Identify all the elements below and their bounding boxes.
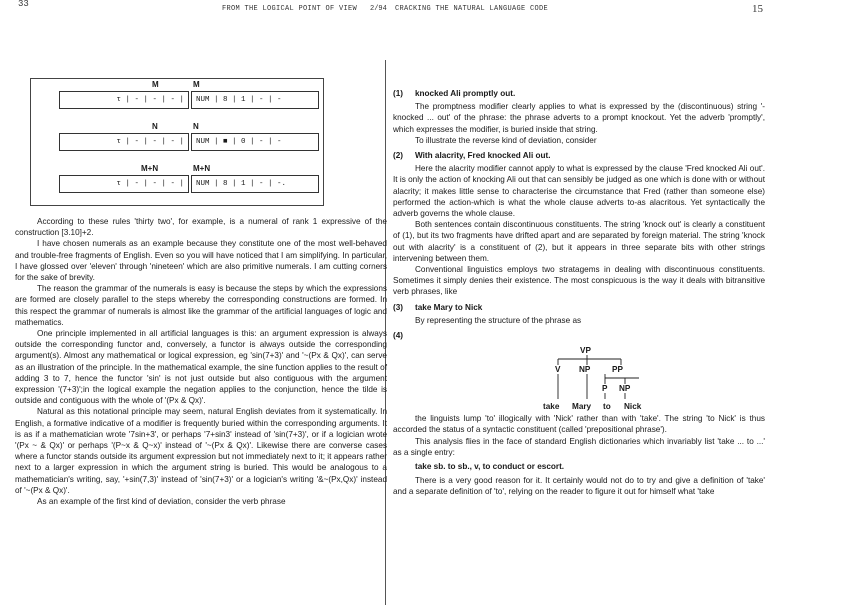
figure-right-label: M+N [193, 164, 211, 173]
phrase-structure-tree [393, 343, 765, 413]
tree-node-v: V [555, 365, 561, 375]
corner-mark: 33 [18, 0, 29, 9]
paragraph: To illustrate the reverse kind of deviation, consider [415, 135, 597, 145]
example-number: (1) [393, 89, 404, 98]
figure-left-label: N [152, 122, 158, 131]
example-number: (4) [393, 331, 404, 341]
figure-right-box: NUM | 8 | 1 | - | -. [191, 175, 319, 193]
figure-left-label: M [152, 80, 159, 89]
right-column [393, 84, 765, 498]
tree-word: Mary [572, 402, 592, 412]
tree-node-np2: NP [619, 384, 631, 394]
example-number: (3) [393, 302, 404, 312]
figure-left-box: τ | - | - | - | [59, 175, 189, 193]
paragraph: According to these rules 'thirty two', for example, is a numeral of rank 1 expressive of the construction [3.10]+2. [15, 217, 387, 238]
paragraph: the linguists lump 'to' illogically with 'Nick' rather than with 'take'. The string 'to Nick' is thus accorded the status of a syntactic constituent (called 'prepositional phrase'). [393, 414, 765, 435]
paragraph: As an example of the first kind of deviation, consider the verb phrase [37, 497, 286, 507]
paragraph: Natural as this notational principle may seem, natural English deviates from it systematically. In English, a formative indicative of a modifier is frequently buried within the corresponding arguments. It is as if a mathematician wrote '7sin+3', or perhaps '7+sin3' instead of 'sin(7+3)', or if a logician wrote '(Px ~ & Qx)' or perhaps '(P~x & Q~x)' instead of '~(Px & Qx)'. Likewise there are converse cases where a functor stands outside its argument expression but not immediately next to it; it appears rather next to a larger expression in which the argument string is buried. This would be analogous to a mathematician's writing, say, '+sin(7,3)' instead of 'sin(7+3)' or a logician's writing '&~(Px,Qx)' instead of '~(Px & Qx)'. [15, 407, 387, 495]
figure-right-box: NUM | ■ | 0 | - | - [191, 133, 319, 151]
figure-row [31, 121, 323, 161]
paragraph: The reason the grammar of the numerals is easy is because the steps by which the expressions are formed are closely parallel to the steps whereby the corresponding constructions are formed. In this respect the grammar of numerals is almost like the grammar of the artificial languages of logic and mathematics. [15, 284, 387, 327]
paragraph: By representing the structure of the phrase as [415, 315, 582, 325]
figure-left-box: τ | - | - | - | [59, 91, 189, 109]
paragraph: Conventional linguistics employs two stratagems in dealing with discontinuous constituents. Sometimes it simply denies their existence. The most conspicuous is the way it deals with bitransitive verb phrases, like [393, 265, 765, 297]
paragraph: Here the alacrity modifier cannot apply to what is expressed by the clause 'Fred knocked Ali out'. It is only the action of knocking Ali out that can sensibly be judged as one which is done with or without alacrity; it makes little sense to characterise the circumstance that Fred (rather than someone else) performed the action-which is what the whole clause adverts to-as alacritous. Yet syntactically the adverb governs the whole clause. [393, 164, 765, 219]
header-right-title: CRACKING THE NATURAL LANGUAGE CODE [395, 5, 549, 13]
example-heading [393, 88, 765, 99]
example-heading [393, 150, 765, 161]
header-left-title: FROM THE LOGICAL POINT OF VIEW [222, 5, 358, 13]
example-text: take Mary to Nick [415, 302, 483, 312]
figure-right-box: NUM | 8 | 1 | - | - [191, 91, 319, 109]
tree-node-p: P [602, 384, 608, 394]
tree-word: take [543, 402, 560, 412]
paragraph: Both sentences contain discontinuous constituents. The string 'knock out' is clearly a constituent of (1), but its two fragments have drifted apart and are separated by foreign material. The string 'knock out with alacrity' is a constituent of (2), but it appears in three separate bits with other strings intervening between them. [393, 220, 765, 263]
header-issue: 2/94 [370, 5, 387, 13]
figure-right-label: M [193, 80, 200, 89]
figure-left-box: τ | - | - | - | [59, 133, 189, 151]
paragraph: The promptness modifier clearly applies to what is expressed by the (discontinuous) string '- knocked ... out' of the phrase: the phrase adverts to a prompt knockout. Yet the adverb 'promptly', which expresses the modifier, is buried inside that string. [393, 102, 765, 134]
left-column [15, 216, 387, 507]
paragraph: This analysis flies in the face of standard English dictionaries which invariably list 'take ... to ...' as a single entry: [393, 436, 765, 457]
paragraph: There is a very good reason for it. It certainly would not do to try and give a definition of 'take' and a separate definition of 'to', relying on the reader to figure it out for himself what 'take [393, 476, 765, 497]
example-number: (2) [393, 151, 404, 161]
example-heading [393, 330, 765, 341]
figure-right-label: N [193, 122, 199, 131]
tree-word: Nick [624, 402, 642, 412]
dictionary-entry: take sb. to sb., v, to conduct or escort. [415, 462, 565, 472]
example-text: With alacrity, Fred knocked Ali out. [415, 151, 551, 161]
figure-row [31, 79, 323, 119]
page-number: 15 [752, 3, 763, 15]
figure-left-label: M+N [141, 164, 159, 173]
tree-node-vp: VP [580, 346, 591, 356]
tree-node-np: NP [579, 365, 591, 375]
tree-word: to [603, 402, 611, 412]
example-text: knocked Ali promptly out. [415, 89, 516, 98]
running-header [0, 0, 865, 17]
paragraph: One principle implemented in all artificial languages is this: an argument expression is always outside the corresponding functor and, conversely, a functor is always outside the corresponding argument(s). Almost any mathematical or logical expression, eg 'sin(7+3)' and '~(Px & Qx)', can serve as an illustration of the principle. In the mathematical example, the sine function applies to the result of adding 3 to 7, hence the functor 'sin' is not just outside but also contiguous with the argument expression '(7+3)';in the logical example the negation applies to the conjunction, hence the tilde is outside and contiguous with the whole of '(Px & Qx)'. [15, 329, 387, 406]
figure-row [31, 163, 323, 203]
example-heading [393, 302, 765, 313]
paragraph: I have chosen numerals as an example because they constitute one of the most well-behaved and trouble-free fragments of English. Even so you will have noticed that I am simplifying. In particular, I have glossed over 'eleven' through 'nineteen' which are also primitive numerals. I am cutting corners for the sake of brevity. [15, 239, 387, 283]
numeral-figure [30, 78, 324, 206]
tree-node-pp: PP [612, 365, 623, 375]
